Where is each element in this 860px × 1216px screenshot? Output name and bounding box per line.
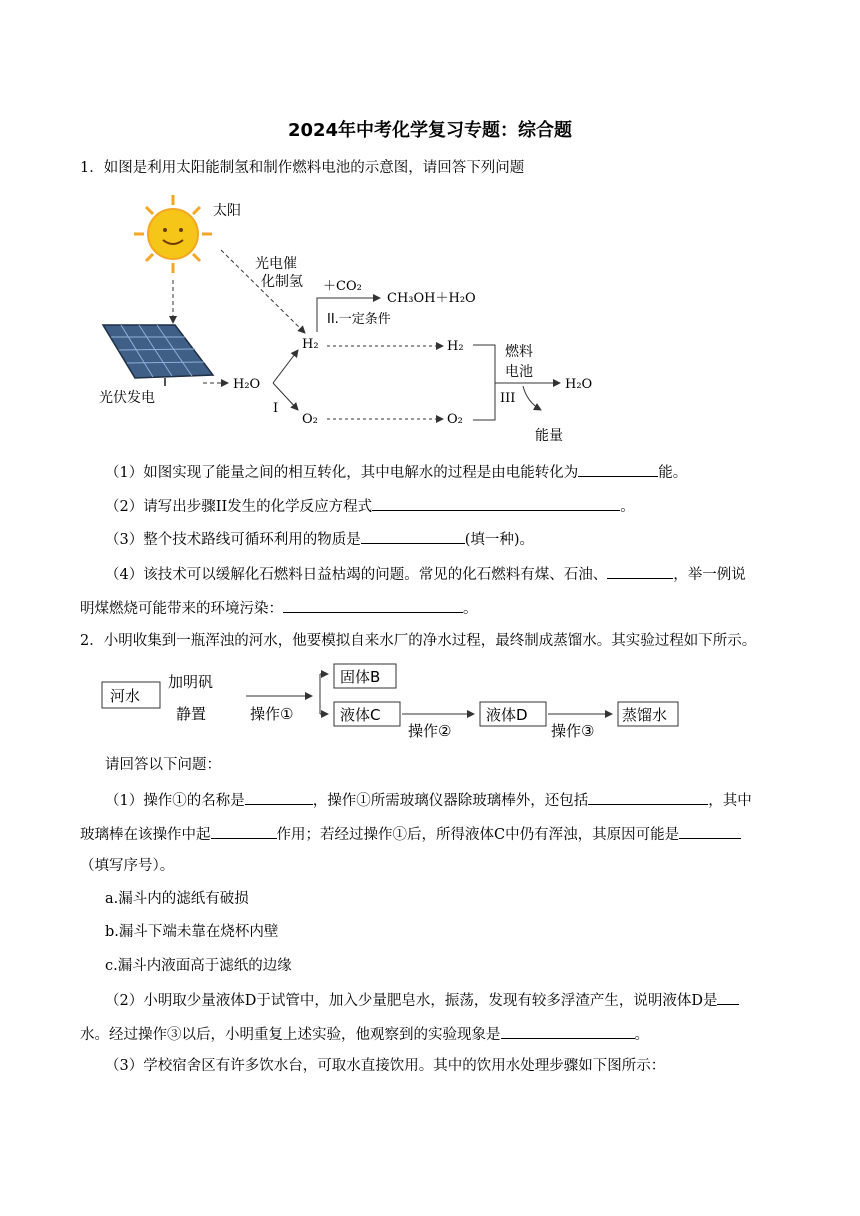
answer-blank[interactable] — [717, 989, 739, 1005]
alum-label: 加明矾 — [168, 673, 214, 691]
co2-label: ＋CO₂ — [323, 279, 362, 294]
answer-blank[interactable] — [501, 1023, 635, 1039]
answer-blank[interactable] — [372, 495, 620, 511]
solid-b-label: 固体B — [340, 668, 381, 686]
sun-label: 太阳 — [213, 203, 241, 219]
methanol-product: CH₃OH＋H₂O — [387, 291, 476, 306]
energy-label: 能量 — [535, 428, 563, 444]
liquid-d-label: 液体D — [486, 706, 528, 724]
answer-blank[interactable] — [283, 597, 463, 613]
answer-blank[interactable] — [578, 461, 658, 477]
operation-2-label: 操作② — [408, 722, 452, 740]
h2o-output: H₂O — [565, 377, 593, 392]
q1-part-1: （1）如图实现了能量之间的相互转化，其中电解水的过程是由电能转化为 能。 — [105, 461, 687, 483]
solar-panel-icon — [103, 325, 213, 386]
photocat-label-1: 光电催 — [255, 256, 297, 272]
q2-part-1: （1）操作①的名称是 ，操作①所需玻璃仪器除玻璃棒外，还包括 ，其中 — [105, 789, 752, 811]
q1-part-3: （3）整个技术路线可循环利用的物质是 (填一种)。 — [105, 528, 534, 550]
q2-part-1-note: （填写序号）。 — [80, 858, 175, 874]
o2-left: O₂ — [302, 412, 318, 427]
option-c: c.漏斗内液面高于滤纸的边缘 — [105, 958, 292, 974]
q2-part-1-cont: 玻璃棒在该操作中起 作用；若经过操作①后，所得液体C中仍有浑浊，其原因可能是 — [80, 823, 741, 845]
answer-blank[interactable] — [607, 563, 673, 579]
answer-blank[interactable] — [361, 528, 465, 544]
liquid-c-label: 液体C — [340, 706, 381, 724]
o2-right: O₂ — [447, 412, 463, 427]
river-water-label: 河水 — [110, 687, 141, 705]
question-1-stem: 1．如图是利用太阳能制氢和制作燃料电池的示意图，请回答下列问题 — [80, 160, 525, 176]
q2-part-3: （3）学校宿舍区有许多饮水台，可取水直接饮用。其中的饮用水处理步骤如下图所示： — [105, 1058, 666, 1074]
q1-part-4: （4）该技术可以缓解化石燃料日益枯竭的问题。常见的化石燃料有煤、石油、 ，举一例说 — [105, 563, 746, 585]
pv-label: 光伏发电 — [99, 390, 155, 406]
option-b: b.漏斗下端未靠在烧杯内壁 — [105, 924, 279, 940]
fuel-cell-label-1: 燃料 — [505, 344, 533, 360]
q2-part-2: （2）小明取少量液体D于试管中，加入少量肥皂水，振荡，发现有较多浮渣产生，说明液体D是 — [105, 989, 739, 1011]
operation-3-label: 操作③ — [551, 722, 595, 740]
solar-hydrogen-diagram — [95, 190, 615, 450]
operation-1-label: 操作① — [250, 705, 294, 723]
page-title: 2024年中考化学复习专题：综合题 — [287, 120, 573, 141]
answer-blank[interactable] — [679, 823, 741, 839]
answer-blank[interactable] — [245, 789, 313, 805]
settle-label: 静置 — [176, 705, 207, 723]
step-3-label: III — [500, 391, 516, 406]
option-a: a.漏斗内的滤纸有破损 — [105, 891, 249, 907]
fuel-cell-label-2: 电池 — [505, 364, 533, 380]
sun-icon — [134, 195, 212, 273]
step-2-label: II.一定条件 — [327, 312, 391, 327]
q2-part-2-cont: 水。经过操作③以后，小明重复上述实验，他观察到的实验现象是 。 — [80, 1023, 649, 1045]
q1-part-2: （2）请写出步骤II发生的化学反应方程式 。 — [105, 495, 635, 517]
answer-blank[interactable] — [211, 823, 277, 839]
answer-blank[interactable] — [588, 789, 708, 805]
q2-prompt: 请回答以下问题： — [105, 757, 221, 773]
distilled-water-label: 蒸馏水 — [622, 706, 668, 724]
h2-left: H₂ — [302, 337, 319, 352]
water-purification-flow — [100, 660, 690, 746]
h2-right: H₂ — [447, 339, 464, 354]
q1-part-4-cont: 明煤燃烧可能带来的环境污染： 。 — [80, 597, 478, 619]
step-1-label: I — [273, 401, 279, 416]
photocat-label-2: 化制氢 — [261, 274, 303, 290]
question-2-stem: 2．小明收集到一瓶浑浊的河水，他要模拟自来水厂的净水过程，最终制成蒸馏水。其实验过程如下所示。 — [80, 633, 757, 649]
h2o-input: H₂O — [233, 377, 261, 392]
